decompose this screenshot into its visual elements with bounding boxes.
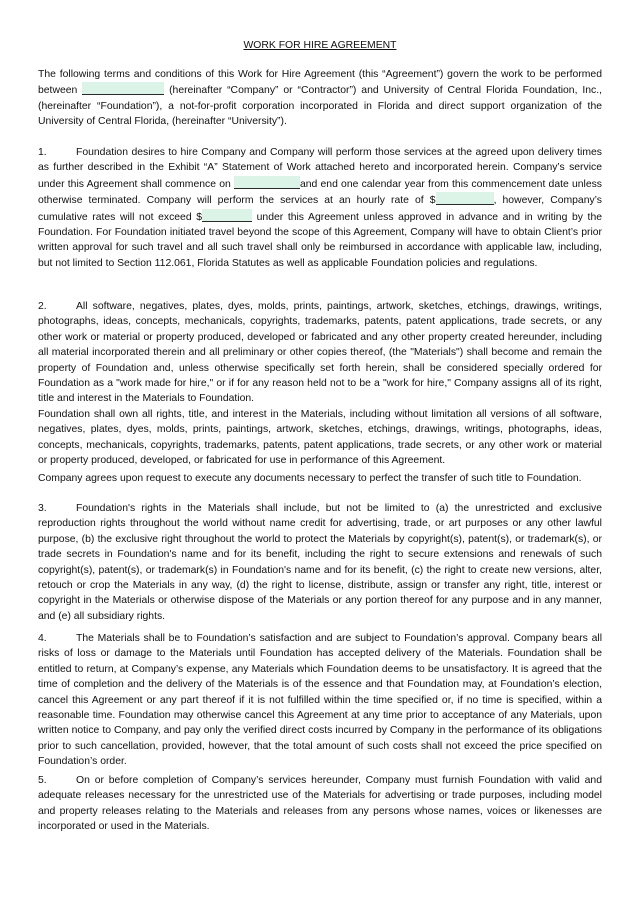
section-5-paragraph [38,773,602,835]
section-1-text-b: and end one calendar year from this commencement date unless otherwise terminated. Company will perform the services at an hourly rate of $ [38,178,602,207]
section-2-text-b: Foundation shall own all rights, title, and interest in the Materials, including without limitation all versions of all software, negatives, plates, dyes, molds, prints, paintings, artwork, sketches, etchings, drawings, writings, photographs, ideas, concepts, mechanicals, copyrights, trademarks, patents, patent applications, trade secrets, or any other work or material or property produced, developed, or fabricated for use in performance of this Agreement. [38,408,602,467]
commencement-date-field[interactable] [234,176,300,189]
section-3-text: Foundation's rights in the Materials shall include, but not be limited to (a) the unrestricted and exclusive reproduction rights throughout the world without name credit for advertising, trade, or art purposes or any other lawful purpose, (b) the exclusive right throughout the world to protect the Materials by copyright(s), patent(s), or trademark(s), or trade secrets in Foundation's name and for its benefit, including the right to secure extensions and renewals of such copyright(s), patent(s), or trademark(s) in Foundation's name and for its benefit, (c) the right to create new versions, alter, retouch or crop the Materials in any way, (d) the right to license, distribute, assign or transfer any right, title, interest or copyright in the Materials or otherwise dispose of the Materials or any portion thereof for any purpose and in any manner, and (e) all subsidiary rights. [38,503,602,622]
section-2-number: 2. [38,301,47,312]
transfer-paragraph: Company agrees upon request to execute any documents necessary to perfect the transfer of such title to Foundation. [38,473,582,484]
hourly-rate-field[interactable] [436,192,494,205]
section-3-paragraph [38,501,602,624]
section-2-text-a: All software, negatives, plates, dyes, molds, prints, paintings, artwork, sketches, etchings, drawings, writings, photographs, ideas, concepts, mechanicals, copyrights, trademarks, patents, patent applications, trade secrets, or any other work or material or property produced, developed or fabricated and any other property created hereunder, including all material incorporated therein and all preliminary or other copies thereof, (the "Materials") shall become and remain the property of Foundation and, unless otherwise specifically set forth herein, shall be considered specially ordered for Foundation as a "work made for hire," or if for any reason held not to be a "work for hire," Company assigns all of its right, title and interest in the Materials to Foundation. [38,301,602,405]
section-5-text: On or before completion of Company’s services hereunder, Company must furnish Foundation with valid and adequate releases necessary for the unrestricted use of the Materials for advertising or trade purposes, including model and property releases relating to the Materials and releases from any persons whose names, voices or likenesses are incorporated or used in the Materials. [38,775,602,833]
section-1-text-a: Foundation desires to hire Company and Company will perform those services at the agreed upon delivery times as further described in the Exhibit “A” Statement of Work attached hereto and incorporated herein. Company’s service under this Agreement shall commence on [38,147,602,190]
document-title: WORK FOR HIRE AGREEMENT [243,40,397,51]
section-1-text-c: , however, Company’s cumulative rates will not exceed $ [38,195,602,223]
section-1-paragraph [38,145,602,271]
section-4-number: 4. [38,633,47,644]
cumulative-rate-field[interactable] [202,209,252,222]
section-4-text: The Materials shall be to Foundation’s satisfaction and are subject to Foundation’s approval. Company bears all risks of loss or damage to the Materials until Foundation has accepted delivery of the Materials. Foundation shall be entitled to return, at Company’s expense, any Materials which Foundation deems to be unsatisfactory. It is agreed that the time of completion and the delivery of the Materials is of the essence and that Foundation may, at Foundation’s election, cancel this Agreement or any part thereof if it is not fulfilled within the time specified or, if no time is specified, within a reasonable time. Foundation may otherwise cancel this Agreement at any time prior to acceptance of any Materials, upon written notice to Company, and pay only the verified direct costs incurred by Company in the performance of its obligations prior to such cancellation, provided, however, that the total amount of such costs shall not exceed the price specified on Foundation’s order. [38,633,602,768]
section-5-number: 5. [38,775,47,786]
section-1-text-d: under this Agreement unless approved in advance and in writing by the Foundation. For Foundation initiated travel beyond the scope of this Agreement, Company will have to obtain Client’s prior written approval for such travel and all such travel shall only be reimbursed in accordance with applicable law, including, but not limited to Section 112.061, Florida Statutes as well as applicable Foundation policies and regulations. [38,211,603,269]
section-1-number: 1. [38,147,47,158]
intro-paragraph [38,67,602,130]
section-4-paragraph [38,631,602,770]
section-2-paragraph [38,299,602,468]
company-name-field[interactable] [82,82,164,95]
intro-text-a: The following terms and conditions of this Work for Hire Agreement (this “Agreement”) govern the work to be performed between [38,69,602,97]
section-3-number: 3. [38,503,47,514]
intro-text-b: (hereinafter “Company” or “Contractor”) and University of Central Florida Foundation, Inc., (hereinafter “Foundation”), a not-for-profit corporation incorporated in Florida and direct support organization of the University of Central Florida, (hereinafter “University”). [38,85,602,128]
